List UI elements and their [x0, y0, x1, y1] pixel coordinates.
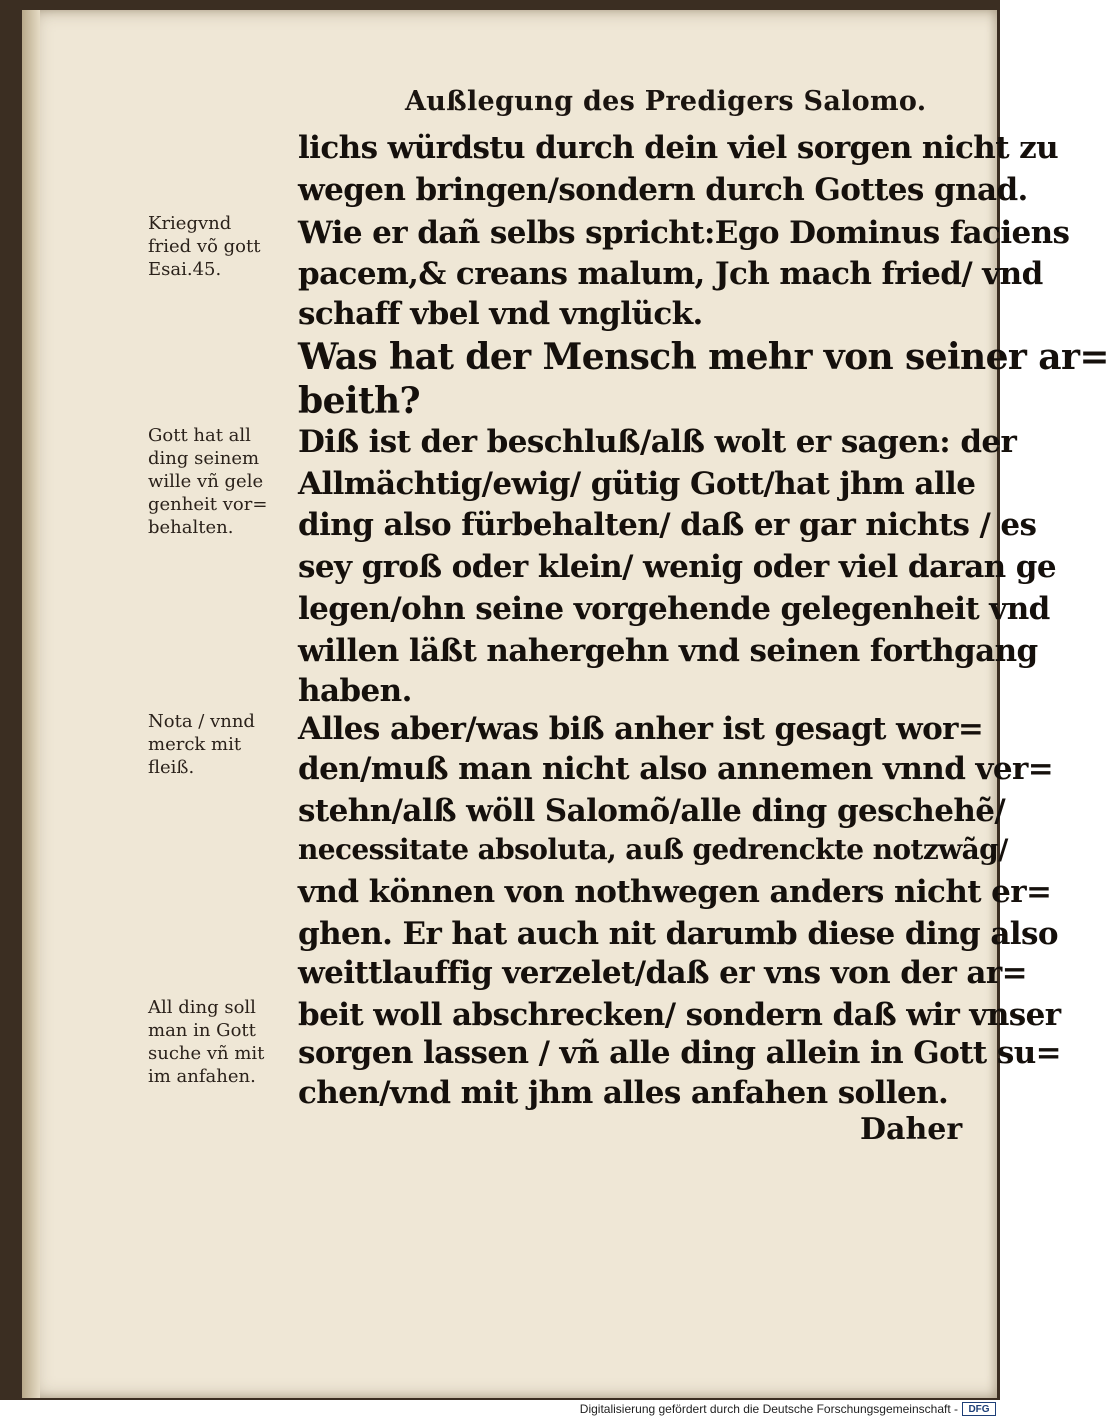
page-gutter [22, 10, 40, 1398]
margin-note-line: wille vñ gele [148, 471, 264, 492]
margin-note-line: genheit vor= [148, 494, 268, 515]
text-line: beith? [298, 380, 421, 422]
text-line: pacem,& creans malum, Jch mach fried/ vnd [298, 256, 1043, 292]
text-line: chen/vnd mit jhm alles anfahen sollen. [298, 1075, 949, 1111]
margin-note-line: Gott hat all [148, 425, 251, 446]
text-line: Was hat der Mensch mehr von seiner ar= [298, 336, 1109, 378]
text-line: lichs würdstu durch dein viel sorgen nicht zu [298, 130, 1059, 166]
margin-note-line: suche vñ mit [148, 1043, 265, 1064]
margin-note-line: man in Gott [148, 1020, 256, 1041]
margin-note-line: All ding soll [148, 997, 256, 1018]
text-line: wegen bringen/sondern durch Gottes gnad. [298, 172, 1028, 208]
text-line: Diß ist der beschluß/alß wolt er sagen: der [298, 424, 1017, 460]
text-line: sorgen lassen / vñ alle ding allein in Gott su= [298, 1035, 1062, 1071]
text-line: Wie er dañ selbs spricht:Ego Dominus faciens [298, 215, 1070, 251]
text-line: ding also fürbehalten/ daß er gar nichts / es [298, 507, 1037, 543]
margin-note [148, 710, 298, 779]
text-line: Alles aber/was biß anher ist gesagt wor= [298, 711, 984, 747]
running-head: Außlegung des Predigers Salomo. [405, 86, 927, 117]
margin-note-line: merck mit [148, 734, 242, 755]
margin-note [148, 212, 298, 281]
text-line: Allmächtig/ewig/ gütig Gott/hat jhm alle [298, 466, 976, 502]
footer-credit: Digitalisierung gefördert durch die Deutsche Forschungsgemeinschaft - [579, 1402, 958, 1416]
margin-note-line: behalten. [148, 517, 234, 538]
text-line: willen läßt nahergehn vnd seinen forthgang [298, 633, 1038, 669]
margin-note [148, 996, 298, 1088]
margin-note-line: Esai.45. [148, 259, 222, 280]
footer-bar [0, 1400, 1000, 1420]
margin-note-line: fried võ gott [148, 236, 261, 257]
margin-note-line: ding seinem [148, 448, 260, 469]
catchword: Daher [860, 1112, 963, 1147]
dfg-logo: DFG [962, 1402, 996, 1416]
text-line: stehn/alß wöll Salomõ/alle ding geschehẽ/ [298, 793, 1006, 829]
text-line: haben. [298, 673, 412, 709]
text-line: den/muß man nicht also annemen vnnd ver= [298, 751, 1054, 787]
margin-note-line: im anfahen. [148, 1066, 256, 1087]
margin-note-line: fleiß. [148, 757, 195, 778]
margin-note-line: Nota / vnnd [148, 711, 255, 732]
text-line: legen/ohn seine vorgehende gelegenheit vnd [298, 591, 1050, 627]
margin-note-line: Kriegvnd [148, 213, 232, 234]
margin-note [148, 424, 298, 539]
text-line: weittlauffig verzelet/daß er vns von der ar= [298, 955, 1027, 991]
text-line: necessitate absoluta, auß gedrenckte notzwãg/ [298, 833, 1008, 866]
text-line: beit woll abschrecken/ sondern daß wir vnser [298, 997, 1061, 1033]
text-line: vnd können von nothwegen anders nicht er= [298, 874, 1052, 910]
text-line: sey groß oder klein/ wenig oder viel daran ge [298, 549, 1057, 585]
text-line: schaff vbel vnd vnglück. [298, 296, 703, 332]
text-line: ghen. Er hat auch nit darumb diese ding also [298, 916, 1058, 952]
